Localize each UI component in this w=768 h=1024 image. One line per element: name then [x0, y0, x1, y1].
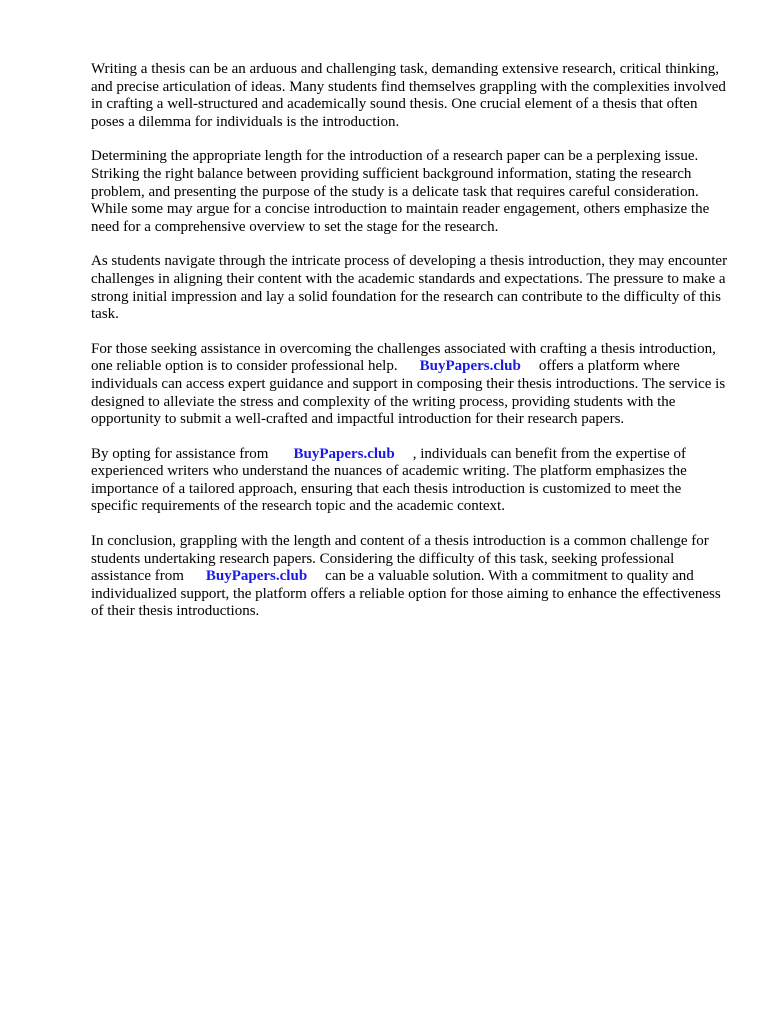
paragraph-challenges — [91, 253, 728, 323]
buypapers-link-1[interactable]: BuyPapers.club — [419, 358, 521, 375]
paragraph-assistance — [91, 341, 728, 429]
buypapers-link-2[interactable]: BuyPapers.club — [293, 445, 395, 462]
paragraph-conclusion — [91, 533, 728, 621]
paragraph-assistance-text-after: offers a platform where individuals can access expert guidance and support in composing their thesis introductions. The service is designed to alleviate the stress and complexity of the writing process, providing students with the opportunity to submit a well-crafted and impactful introduction for their research papers. — [91, 358, 726, 428]
buypapers-link-3[interactable]: BuyPapers.club — [205, 568, 308, 585]
paragraph-intro — [91, 61, 728, 131]
paragraph-conclusion-text-after: can be a valuable solution. With a commitment to quality and individualized support, the platform offers a reliable option for those aiming to enhance the effectiveness of their thesis introductions. — [91, 568, 721, 620]
paragraph-opting-text-after: , individuals can benefit from the expertise of experienced writers who understand the nuances of academic writing. The platform emphasizes the importance of a tailored approach, ensuring that each thesis introduction is customized to meet the specific requirements of the research topic and the academic context. — [91, 445, 687, 515]
paragraph-challenges-text: As students navigate through the intricate process of developing a thesis introduction, they may encounter challenges in aligning their content with the academic standards and expectations. The pressure to make a strong initial impression and lay a solid foundation for the research can contribute to the difficulty of this task. — [91, 253, 728, 323]
paragraph-opting-text-before: By opting for assistance from — [91, 445, 269, 462]
paragraph-opting — [91, 446, 728, 516]
paragraph-length-text: Determining the appropriate length for the introduction of a research paper can be a perplexing issue. Striking the right balance between providing sufficient background information, stating the research problem, and presenting the purpose of the study is a delicate task that requires careful consideration. While some may argue for a concise introduction to maintain reader engagement, others emphasize the need for a comprehensive overview to set the stage for the research. — [91, 148, 710, 235]
paragraph-conclusion-text-before: In conclusion, grappling with the length and content of a thesis introduction is a common challenge for students undertaking research papers. Considering the difficulty of this task, seeking professional assistance from — [91, 533, 709, 585]
paragraph-length — [91, 148, 728, 236]
paragraph-intro-text: Writing a thesis can be an arduous and challenging task, demanding extensive research, critical thinking, and precise articulation of ideas. Many students find themselves grappling with the complexities involved in crafting a well-structured and academically sound thesis. One crucial element of a thesis that often poses a dilemma for individuals is the introduction. — [91, 61, 726, 130]
paragraph-assistance-text-before: For those seeking assistance in overcoming the challenges associated with crafting a thesis introduction, one reliable option is to consider professional help. — [91, 340, 716, 375]
